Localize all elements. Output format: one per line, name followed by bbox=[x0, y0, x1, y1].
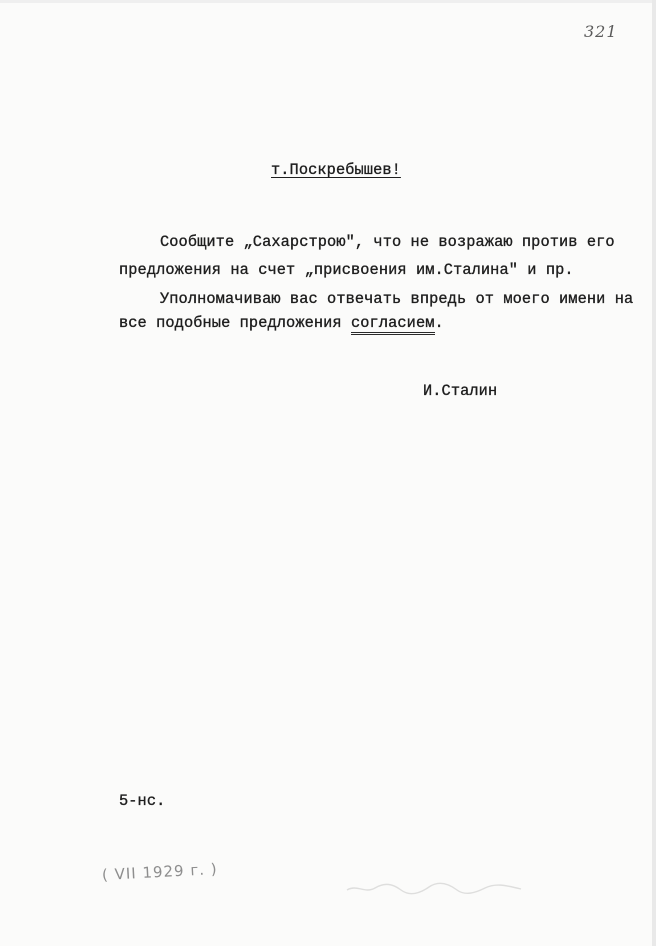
paragraph-1-line-2: предложения на счет „присвоения им.Сталина" и пр. bbox=[119, 261, 574, 279]
salutation: т.Поскребышев! bbox=[271, 161, 401, 179]
paragraph-1-line-1: Сообщите „Сахарстрою", что не возражаю против его bbox=[160, 233, 615, 251]
page-right-edge bbox=[652, 0, 656, 946]
emphasized-word-soglasiem: согласием bbox=[351, 315, 435, 335]
paragraph-2-line-2-suffix: . bbox=[434, 314, 444, 332]
reference-code: 5-нс. bbox=[119, 792, 166, 810]
page-top-edge bbox=[0, 0, 656, 3]
paragraph-2-line-2 bbox=[119, 313, 444, 335]
archive-date-note: ( VII 1929 г. ) bbox=[101, 859, 219, 884]
folio-number: 321 bbox=[584, 22, 618, 41]
bleed-through-scribble-icon bbox=[345, 880, 525, 896]
paragraph-2-line-1: Уполномачиваю вас отвечать впредь от моего имени на bbox=[160, 290, 634, 308]
signature: И.Сталин bbox=[423, 382, 498, 400]
paragraph-2-line-2-prefix: все подобные предложения bbox=[119, 314, 351, 332]
